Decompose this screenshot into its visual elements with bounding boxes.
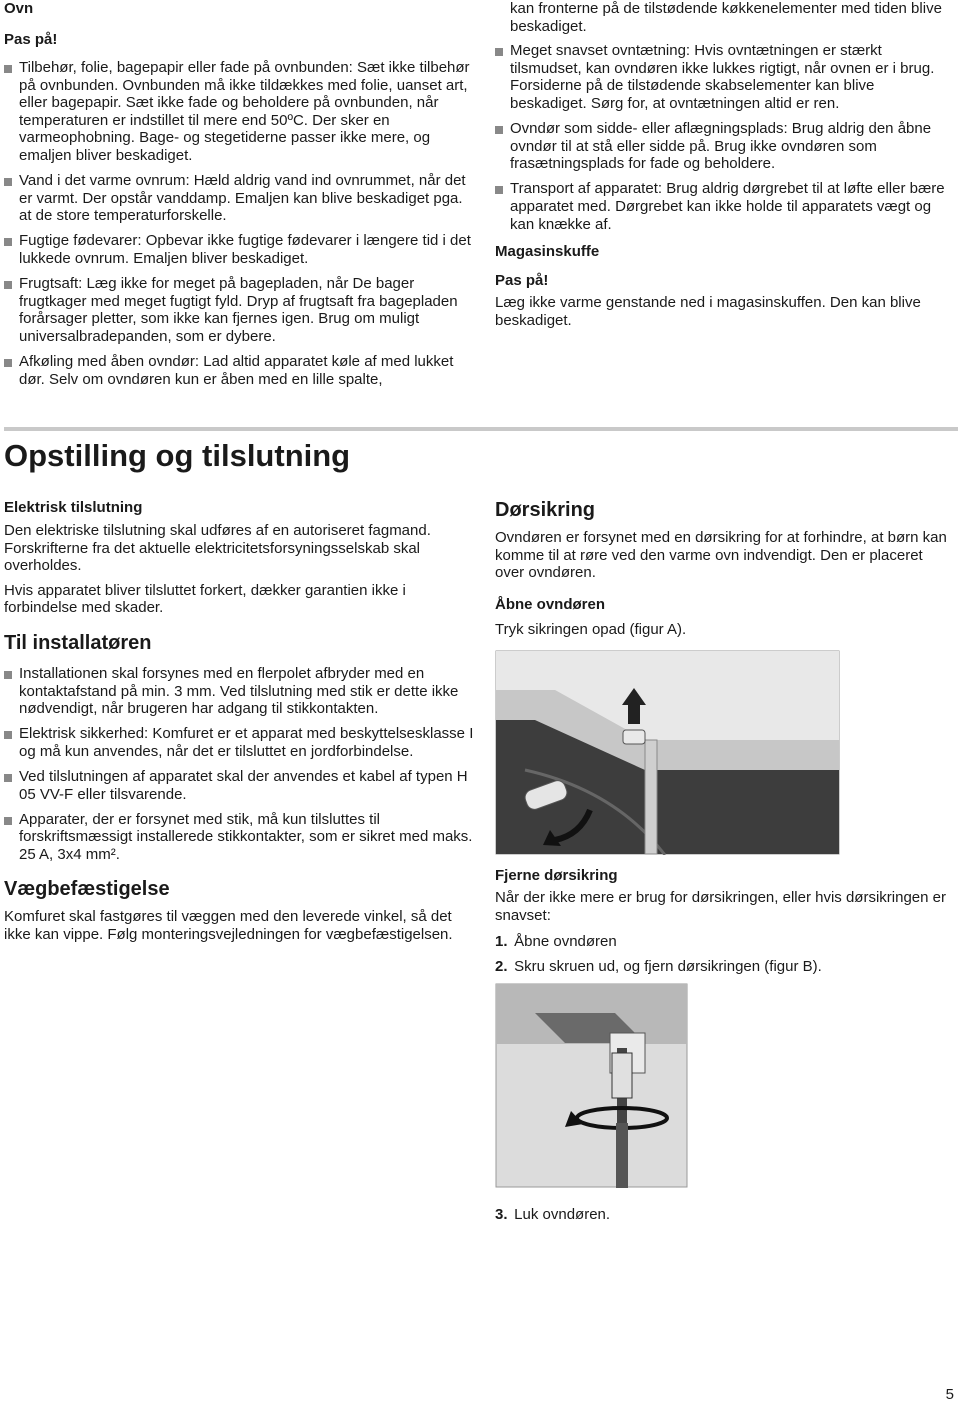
list-item: Transport af apparatet: Brug aldrig dørgrebet til at løfte eller bære apparatet med. Dørgrebet kan ikke holde til apparatets vægt og kan knække af. bbox=[495, 180, 955, 233]
electrical-paragraph-1: Den elektriske tilslutning skal udføres af en autoriseret fagmand. Forskrifterne fra det aktuelle elektricitetsforsyningsselskab skal overholdes. bbox=[4, 522, 431, 575]
list-item: Afkøling med åben ovndør: Lad altid apparatet køle af med lukket dør. Selv om ovndøren kun er åben med en lille spalte, bbox=[4, 353, 474, 388]
door-safety-heading: Dørsikring bbox=[495, 499, 596, 521]
page-number: 5 bbox=[945, 1386, 954, 1403]
remove-lock-heading: Fjerne dørsikring bbox=[495, 867, 618, 885]
list-item: 2. Skru skruen ud, og fjern dørsikringen (figur B). bbox=[495, 957, 822, 975]
figure-a-illustration bbox=[495, 650, 840, 855]
electrical-heading: Elektrisk tilslutning bbox=[4, 499, 143, 516]
installer-list bbox=[4, 665, 474, 863]
list-item: Meget snavset ovntætning: Hvis ovntætningen er stærkt tilsmudset, kan ovndøren ikke lukkes rigtigt, når ovnen er i brug. Forsiderne på de tilstødende skabselementer kan blive beskadiget. Sørg for, at ovntætningen altid er ren. bbox=[495, 42, 955, 112]
list-item: Frugtsaft: Læg ikke for meget på bagepladen, når De bager frugtkager med meget fugtigt fyld. Dryp af frugtsaft fra bagepladen forårsager pletter, som ikke kan fjernes igen. Brug om muligt universalbradepanden, som er dybere. bbox=[4, 275, 474, 345]
section-title: Opstilling og tilslutning bbox=[4, 438, 351, 473]
drawer-heading: Magasinskuffe bbox=[495, 243, 600, 261]
electrical-paragraph-2: Hvis apparatet bliver tilsluttet forkert, dækker garantien ikke i forbindelse med skader. bbox=[4, 581, 406, 617]
top-left-column bbox=[4, 0, 474, 396]
list-item: Fugtige fødevarer: Opbevar ikke fugtige fødevarer i længere tid i det lukkede ovnrum. Emaljen bliver beskadiget. bbox=[4, 232, 474, 267]
list-item: 1. Åbne ovndøren bbox=[495, 932, 617, 950]
oven-warnings-list bbox=[4, 59, 474, 388]
list-item: Ovndør som sidde- eller aflægningsplads: Brug aldrig den åbne ovndør til at stå eller sidde på. Brug ikke ovndøren som frasætningsplads for fade og beholdere. bbox=[495, 120, 955, 173]
remove-lock-text: Når der ikke mere er brug for dørsikringen, eller hvis dørsikringen er snavset: bbox=[495, 889, 946, 924]
list-item: Apparater, der er forsynet med stik, må kun tilsluttes til forskriftsmæssigt installerede stikkontakter, som er sikret med maks. 25 A, 3x4 mm². bbox=[4, 811, 474, 864]
list-item: Elektrisk sikkerhed: Komfuret er et apparat med beskyttelsesklasse I og må kun anvendes, når det er tilsluttet en jordforbindelse. bbox=[4, 725, 474, 760]
bottom-right-column bbox=[495, 495, 955, 1231]
wall-mount-text: Komfuret skal fastgøres til væggen med den leverede vinkel, så det ikke kan vippe. Følg monteringsvejledningen for vægbefæstigelsen. bbox=[4, 908, 453, 943]
wall-mount-heading: Vægbefæstigelse bbox=[4, 878, 170, 901]
list-item: Tilbehør, folie, bagepapir eller fade på ovnbunden: Sæt ikke tilbehør på ovnbunden. Ovnbunden må ikke tildækkes med folie, uanset art, eller bagepapir. Sæt ikke fade og beholdere på ovnbunden, når temperaturen er indstillet til mere end 50ºC. Der sker en varmeophobning. Bage- og stegetiderne passer ikke mere, og emaljen bliver beskadiget. bbox=[4, 59, 474, 165]
drawer-caution-label: Pas på! bbox=[495, 272, 549, 290]
list-item: Vand i det varme ovnrum: Hæld aldrig vand ind ovnrummet, når det er varmt. Der opstår vanddamp. Emaljen kan blive beskadiget pga. at de store temperaturforskelle. bbox=[4, 172, 474, 225]
open-door-heading: Åbne ovndøren bbox=[495, 595, 606, 613]
continuation-text: kan fronterne på de tilstødende køkkenelementer med tiden blive beskadiget. bbox=[510, 0, 942, 35]
open-door-text: Tryk sikringen opad (figur A). bbox=[495, 620, 687, 638]
removal-steps bbox=[495, 933, 955, 976]
bottom-left-column bbox=[4, 495, 474, 944]
list-item: 3. Luk ovndøren. bbox=[495, 1205, 611, 1223]
door-safety-text: Ovndøren er forsynet med en dørsikring for at forhindre, at børn kan komme til at røre ved den varme ovn indvendigt. Den er placeret over ovndøren. bbox=[495, 529, 947, 582]
list-item: Installationen skal forsynes med en flerpolet afbryder med en kontaktafstand på min. 3 mm. Ved tilslutning med stik er dette ikke nødvendigt, når brugeren har adgang til stikkontakten. bbox=[4, 665, 474, 718]
list-item: Ved tilslutningen af apparatet skal der anvendes et kabel af typen H 05 VV-F eller tilsvarende. bbox=[4, 768, 474, 803]
final-step bbox=[495, 1206, 955, 1224]
oven-heading: Ovn bbox=[4, 0, 34, 17]
figure-b-illustration bbox=[495, 983, 688, 1188]
caution-label: Pas på! bbox=[4, 31, 58, 48]
section-divider bbox=[4, 427, 958, 431]
installer-heading: Til installatøren bbox=[4, 631, 152, 654]
door-warnings-list bbox=[495, 42, 955, 233]
top-right-column bbox=[495, 0, 955, 329]
drawer-text: Læg ikke varme genstande ned i magasinskuffen. Den kan blive beskadiget. bbox=[495, 294, 921, 329]
